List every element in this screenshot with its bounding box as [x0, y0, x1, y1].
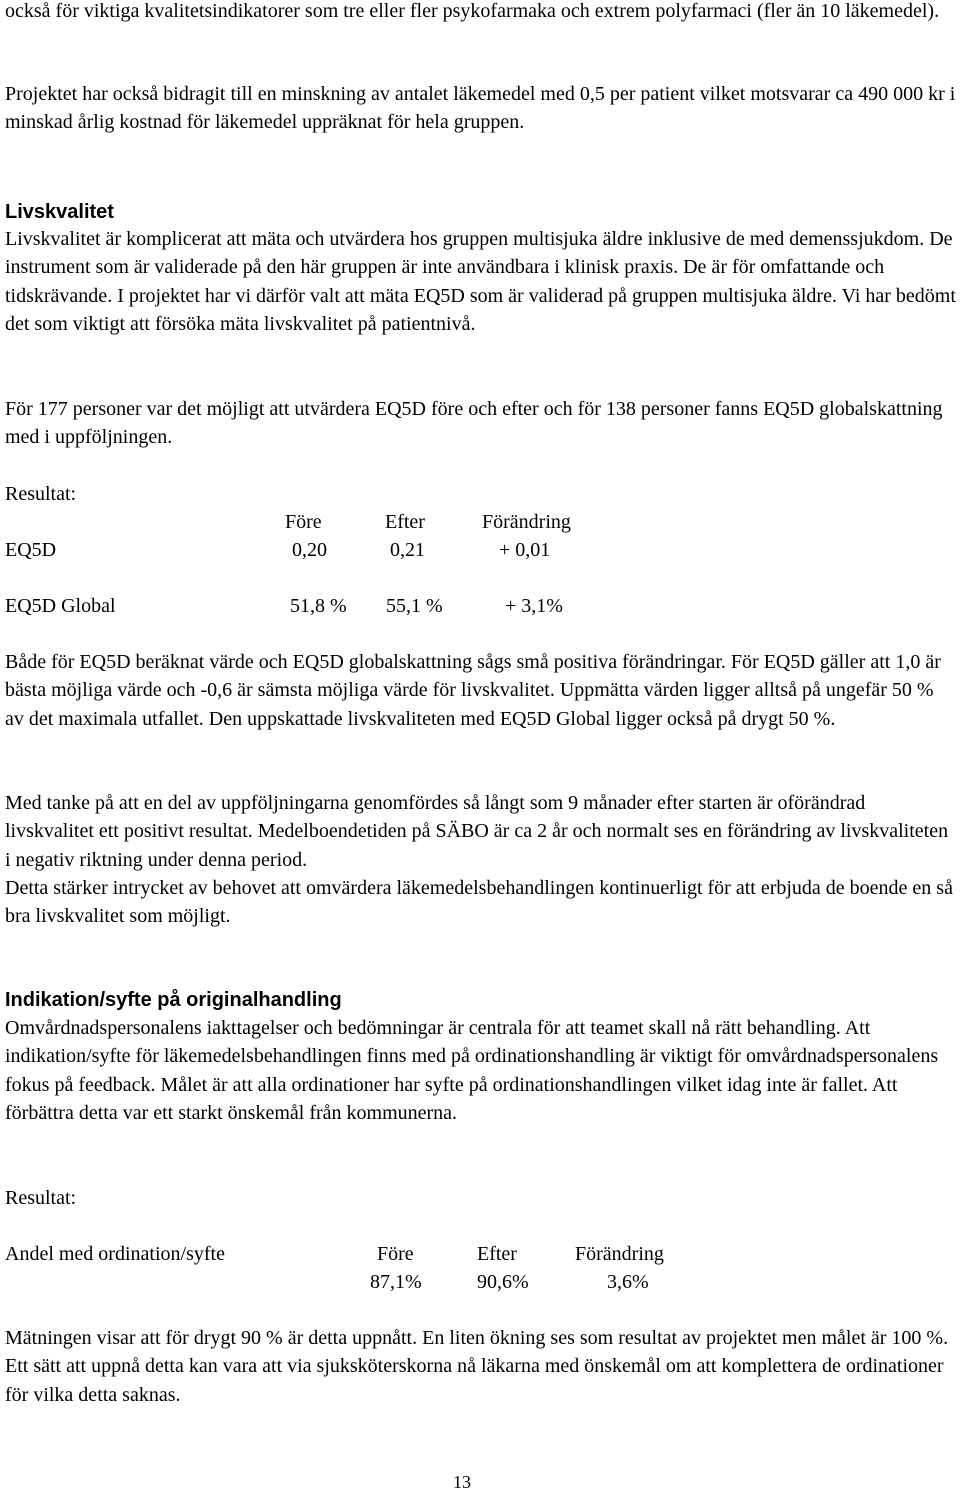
intro-paragraph-1: också för viktiga kvalitetsindikatorer som tre eller fler psykofarmaka och extrem polyfarmaci (fler än 10 läkemedel).	[5, 0, 940, 22]
livskvalitet-paragraph-2: För 177 personer var det möjligt att utvärdera EQ5D före och efter och för 138 personer fanns EQ5D globalskattning med i uppföljningen.	[5, 398, 943, 449]
column-header-forandring: Förändring	[575, 1243, 664, 1265]
column-header-fore: Före	[377, 1243, 414, 1265]
eq5d-forandring-value: + 0,01	[499, 539, 551, 561]
eq5d-global-fore-value: 51,8 %	[290, 595, 347, 617]
indikation-paragraph-2: Mätningen visar att för drygt 90 % är detta uppnått. En liten ökning ses som resultat av projektet men målet är 100 %. Ett sätt att uppnå detta kan vara att via sjuksköterskorna nå läkarna med önskemål om att komplettera de ordinationer för vilka detta saknas.	[5, 1327, 949, 1406]
indikation-paragraph-1: Omvårdnadspersonalens iakttagelser och bedömningar är centrala för att teamet skall nå rätt behandling. Att indikation/syfte för läkemedelsbehandlingen finns med på ordinationshandling är viktigt för omvårdnadspersonalens fokus på feedback. Målet är att alla ordinationer har syfte på ordinationshandlingen vilket idag inte är fallet. Att förbättra detta var ett starkt önskemål från kommunerna.	[5, 1017, 939, 1125]
row-label-eq5d-global: EQ5D Global	[5, 595, 116, 617]
results-label: Resultat:	[5, 1187, 77, 1209]
row-label-andel: Andel med ordination/syfte	[5, 1243, 225, 1265]
andel-fore-value: 87,1%	[370, 1271, 422, 1293]
andel-forandring-value: 3,6%	[607, 1271, 649, 1293]
livskvalitet-paragraph-1: Livskvalitet är komplicerat att mäta och utvärdera hos gruppen multisjuka äldre inklusive de med demenssjukdom. De instrument som är validerade på den här gruppen är inte användbara i klinisk praxis. De är för omfattande och tidskrävande. I projektet har vi därför valt att mäta EQ5D som är validerad på gruppen multisjuka äldre. Vi har bedömt det som viktigt att försöka mäta livskvalitet på patientnivå.	[5, 228, 956, 336]
column-header-fore: Före	[285, 511, 322, 533]
page-number: 13	[453, 1472, 471, 1492]
row-label-eq5d: EQ5D	[5, 539, 57, 561]
column-header-efter: Efter	[477, 1243, 517, 1265]
section-heading-livskvalitet: Livskvalitet	[5, 201, 114, 223]
andel-efter-value: 90,6%	[477, 1271, 529, 1293]
results-label: Resultat:	[5, 483, 77, 505]
intro-paragraph-2: Projektet har också bidragit till en minskning av antalet läkemedel med 0,5 per patient vilket motsvarar ca 490 000 kr i minskad årlig kostnad för läkemedel uppräknat för hela gruppen.	[5, 83, 956, 134]
column-header-forandring: Förändring	[482, 511, 571, 533]
eq5d-global-forandring-value: + 3,1%	[505, 595, 563, 617]
livskvalitet-paragraph-4: Med tanke på att en del av uppföljningarna genomfördes så långt som 9 månader efter starten är oförändrad livskvalitet ett positivt resultat. Medelboendetiden på SÄBO är ca 2 år och normalt ses en förändring av livskvaliteten i negativ riktning under denna period.	[5, 792, 949, 871]
eq5d-efter-value: 0,21	[390, 539, 425, 561]
livskvalitet-paragraph-5: Detta stärker intrycket av behovet att omvärdera läkemedelsbehandlingen kontinuerligt för att erbjuda de boende en så bra livskvalitet som möjligt.	[5, 877, 953, 928]
section-heading-indikation: Indikation/syfte på originalhandling	[5, 989, 342, 1011]
livskvalitet-paragraph-3: Både för EQ5D beräknat värde och EQ5D globalskattning sågs små positiva förändringar. För EQ5D gäller att 1,0 är bästa möjliga värde och -0,6 är sämsta möjliga värde för livskvalitet. Uppmätta värden ligger alltså på ungefär 50 % av det maximala utfallet. Den uppskattade livskvaliteten med EQ5D Global ligger också på drygt 50 %.	[5, 651, 941, 730]
eq5d-global-efter-value: 55,1 %	[386, 595, 443, 617]
column-header-efter: Efter	[385, 511, 425, 533]
eq5d-fore-value: 0,20	[292, 539, 327, 561]
